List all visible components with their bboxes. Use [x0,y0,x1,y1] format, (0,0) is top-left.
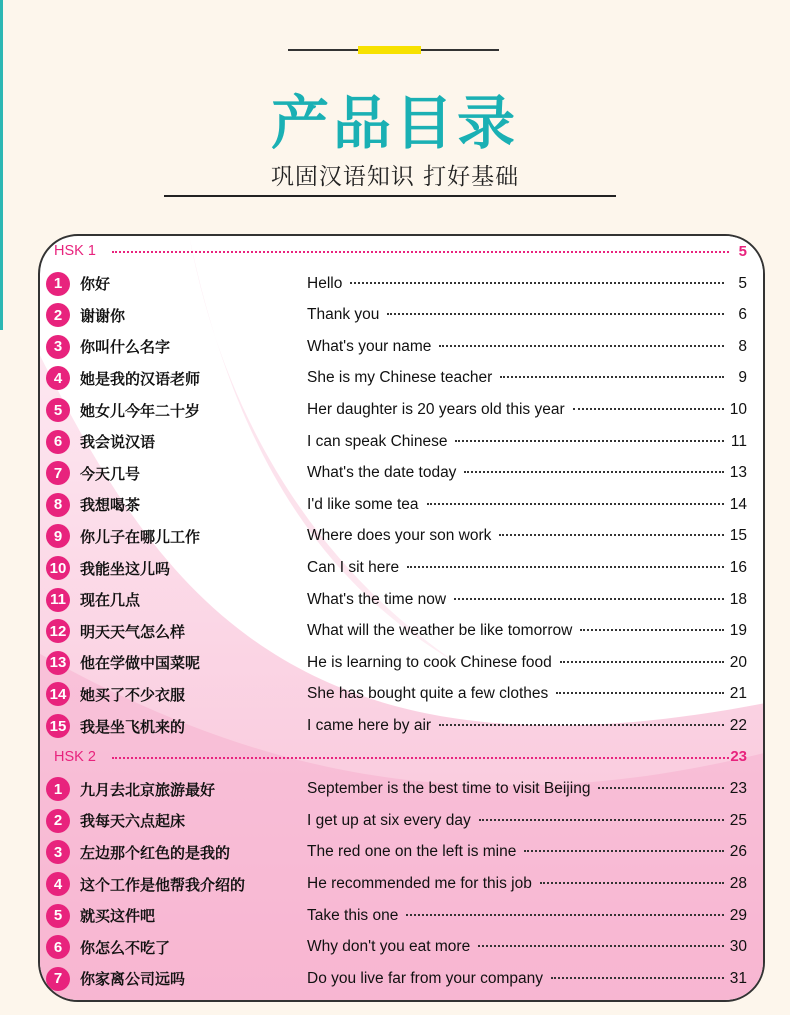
entry-number-badge: 11 [46,588,70,612]
entry-english-wrap [307,622,728,640]
entry-page-number: 5 [738,274,747,292]
entry-english-wrap [307,875,728,893]
toc-entry[interactable] [40,807,765,835]
entry-page-number: 11 [730,432,747,450]
entry-number-badge: 5 [46,904,70,928]
entry-english-wrap [307,464,728,482]
entry-english-wrap [307,717,728,735]
entry-leader-dots [439,724,724,726]
entry-chinese-title: 我想喝茶 [80,496,141,515]
entry-leader-dots [406,914,724,916]
entry-leader-dots [580,629,724,631]
entry-english-title: Where does your son work [307,527,492,545]
toc-section-header[interactable] [40,744,765,770]
section-label: HSK 1 [54,243,96,259]
entry-page-number: 13 [729,464,747,482]
entry-page-number: 6 [738,306,747,324]
entry-number-badge: 3 [46,335,70,359]
entry-leader-dots [427,503,724,505]
entry-leader-dots [556,692,724,694]
entry-leader-dots [524,850,724,852]
entry-english-wrap [307,527,728,545]
entry-chinese-title: 他在学做中国菜呢 [80,654,201,673]
entry-number-badge: 7 [46,967,70,991]
entry-english-title: Her daughter is 20 years old this year [307,401,565,418]
section-leader-dots [112,251,729,253]
entry-number-badge: 2 [46,809,70,833]
entry-english-title: What's the time now [307,590,447,608]
entry-chinese-title: 她女儿今年二十岁 [80,401,201,420]
entry-page-number: 31 [729,969,747,987]
entry-english-title: The red one on the left is mine [307,843,517,861]
toc-entry[interactable] [40,617,765,645]
entry-english-title: She is my Chinese teacher [307,369,493,387]
entry-leader-dots [500,376,724,378]
entry-number-badge: 10 [46,556,70,580]
entry-chinese-title: 你叫什么名字 [80,338,171,357]
entry-english-wrap [307,685,728,703]
toc-entry[interactable] [40,933,765,961]
entry-leader-dots [464,471,724,473]
entry-leader-dots [454,598,724,600]
entry-leader-dots [387,313,724,315]
entry-chinese-title: 你儿子在哪儿工作 [80,527,201,546]
entry-page-number: 26 [729,843,747,861]
entry-leader-dots [499,534,724,536]
entry-english-title: September is the best time to visit Beijing [307,780,591,798]
toc-entry[interactable] [40,301,765,329]
entry-number-badge: 6 [46,935,70,959]
toc-entry[interactable] [40,870,765,898]
entry-chinese-title: 明天天气怎么样 [80,622,186,641]
entry-leader-dots [478,945,724,947]
entry-english-wrap [307,275,728,293]
entry-chinese-title: 你家离公司远吗 [80,970,186,989]
entry-english-wrap [307,369,728,387]
entry-page-number: 28 [729,875,747,892]
entry-number-badge: 14 [46,682,70,706]
entry-chinese-title: 今天几号 [80,464,141,483]
toc-entry[interactable] [40,396,765,424]
decoration-yellow-bar [358,46,421,54]
toc-entry[interactable] [40,364,765,392]
entry-leader-dots [560,661,724,663]
toc-section-header[interactable] [40,238,765,264]
entry-number-badge: 5 [46,398,70,422]
title-decoration [288,44,499,58]
entry-leader-dots [455,440,724,442]
entry-page-number: 8 [738,337,747,355]
entry-chinese-title: 这个工作是他帮我介绍的 [80,875,246,894]
entry-number-badge: 9 [46,524,70,548]
entry-leader-dots [479,819,724,821]
entry-english-title: Why don't you eat more [307,938,471,956]
entry-english-title: Hello [307,274,343,292]
entry-page-number: 23 [729,780,747,798]
entry-chinese-title: 我能坐这儿吗 [80,559,171,578]
toc-entry[interactable] [40,586,765,614]
entry-english-title: What's the date today [307,464,457,482]
entry-english-title: Do you live far from your company [307,969,544,987]
entry-english-title: Thank you [307,306,380,324]
toc-entry[interactable] [40,712,765,740]
entry-number-badge: 7 [46,461,70,485]
entry-english-wrap [307,401,728,419]
entry-english-wrap [307,338,728,356]
entry-leader-dots [407,566,724,568]
toc-entry[interactable] [40,965,765,993]
toc-entry[interactable] [40,649,765,677]
page-subtitle: 巩固汉语知识 打好基础 [270,164,520,190]
toc-entry[interactable] [40,902,765,930]
entry-chinese-title: 现在几点 [80,591,141,610]
entry-page-number: 10 [729,401,747,418]
subtitle-underline [164,195,616,197]
toc-entry[interactable] [40,491,765,519]
entry-chinese-title: 我是坐飞机来的 [80,717,186,736]
entry-chinese-title: 九月去北京旅游最好 [80,780,216,799]
entry-page-number: 21 [729,685,747,703]
section-page-number: 23 [730,748,747,766]
toc-entry[interactable] [40,838,765,866]
entry-english-title: Take this one [307,906,399,924]
entry-page-number: 25 [729,811,747,829]
entry-leader-dots [598,787,724,789]
entry-number-badge: 4 [46,872,70,896]
entry-english-title: I get up at six every day [307,811,471,829]
entry-english-wrap [307,970,728,988]
entry-chinese-title: 我会说汉语 [80,433,156,452]
entry-chinese-title: 谢谢你 [80,306,126,325]
toc-entry[interactable] [40,554,765,582]
entry-english-wrap [307,812,728,830]
section-leader-dots [112,757,729,759]
entry-english-wrap [307,780,728,798]
entry-number-badge: 3 [46,840,70,864]
entry-leader-dots [439,345,724,347]
entry-english-wrap [307,306,728,324]
entry-leader-dots [540,882,724,884]
entry-number-badge: 12 [46,619,70,643]
section-label: HSK 2 [54,748,96,765]
entry-english-title: I'd like some tea [307,495,419,513]
toc-entry[interactable] [40,270,765,298]
entry-page-number: 19 [729,622,747,640]
entry-page-number: 9 [738,369,747,387]
entry-english-wrap [307,591,728,609]
toc-entry[interactable] [40,680,765,708]
entry-page-number: 16 [729,559,747,576]
entry-page-number: 20 [729,653,747,671]
entry-number-badge: 15 [46,714,70,738]
entry-chinese-title: 你怎么不吃了 [80,938,171,957]
entry-english-wrap [307,843,728,861]
entry-page-number: 14 [729,495,747,513]
entry-number-badge: 13 [46,651,70,675]
entry-leader-dots [350,282,724,284]
toc-entry[interactable] [40,775,765,803]
entry-chinese-title: 左边那个红色的是我的 [80,843,231,862]
entry-english-wrap [307,938,728,956]
entry-english-title: He is learning to cook Chinese food [307,653,552,671]
entry-chinese-title: 就买这件吧 [80,907,156,926]
entry-number-badge: 8 [46,493,70,517]
toc-entry[interactable] [40,428,765,456]
entry-english-wrap [307,559,728,577]
entry-page-number: 22 [729,717,747,734]
entry-page-number: 29 [729,906,747,924]
entry-english-wrap [307,496,728,514]
entry-chinese-title: 她买了不少衣服 [80,685,186,704]
entry-english-title: She has bought quite a few clothes [307,685,549,703]
toc-entry[interactable] [40,333,765,361]
entry-number-badge: 1 [46,777,70,801]
entry-leader-dots [551,977,724,979]
entry-english-title: What's your name [307,337,432,355]
entry-english-wrap [307,907,728,925]
entry-number-badge: 2 [46,303,70,327]
entry-english-title: I can speak Chinese [307,432,448,450]
toc-entry[interactable] [40,459,765,487]
entry-english-wrap [307,433,728,451]
entry-english-wrap [307,654,728,672]
entry-page-number: 30 [729,938,747,956]
entry-chinese-title: 我每天六点起床 [80,812,186,831]
entry-number-badge: 6 [46,430,70,454]
entry-leader-dots [573,408,724,410]
section-page-number: 5 [738,242,747,260]
entry-english-title: What will the weather be like tomorrow [307,622,573,640]
toc-entry[interactable] [40,522,765,550]
entry-page-number: 15 [729,527,747,545]
entry-english-title: He recommended me for this job [307,875,532,892]
page-title: 产品目录 [270,89,519,157]
entry-page-number: 18 [729,590,747,608]
entry-english-title: Can I sit here [307,559,400,576]
entry-chinese-title: 她是我的汉语老师 [80,369,201,388]
entry-english-title: I came here by air [307,717,432,734]
entry-number-badge: 1 [46,272,70,296]
toc-panel [38,234,765,1002]
entry-number-badge: 4 [46,366,70,390]
entry-chinese-title: 你好 [80,275,111,294]
